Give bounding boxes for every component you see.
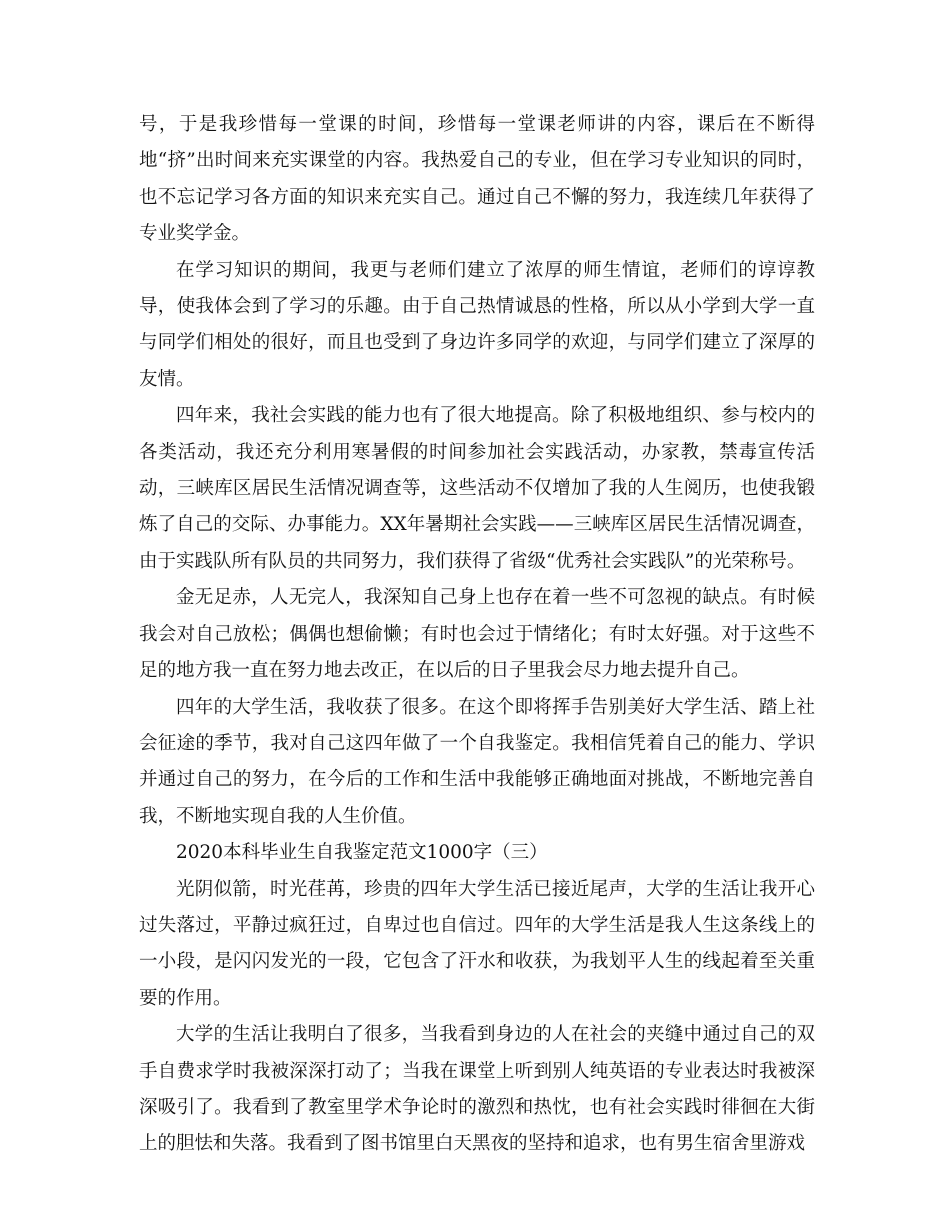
- paragraph: 金无足赤，人无完人，我深知自己身上也存在着一些不可忽视的缺点。有时候我会对自己放松；偶偶也想偷懒；有时也会过于情绪化；有时太好强。对于这些不足的地方我一直在努力地去改正，在以后的日子里我会尽力地去提升自己。: [139, 587, 815, 682]
- section-heading: 2020本科毕业生自我鉴定范文1000字（三）: [176, 842, 548, 864]
- paragraph: 四年的大学生活，我收获了很多。在这个即将挥手告别美好大学生活、踏上社会征途的季节，我对自己这四年做了一个自我鉴定。我相信凭着自己的能力、学识并通过自己的努力，在今后的工作和生活中我能够正确地面对挑战，不断地完善自我，不断地实现自我的人生价值。: [139, 696, 815, 827]
- paragraph-continuation: 号，于是我珍惜每一堂课的时间，珍惜每一堂课老师讲的内容，课后在不断得地“挤”出时间来充实课堂的内容。我热爱自己的专业，但在学习专业知识的同时，也不忘记学习各方面的知识来充实自己。通过自己不懈的努力，我连续几年获得了专业奖学金。: [139, 114, 815, 245]
- paragraph: 四年来，我社会实践的能力也有了很大地提高。除了积极地组织、参与校内的各类活动，我还充分利用寒暑假的时间参加社会实践活动，办家教，禁毒宣传活动，三峡库区居民生活情况调查等，这些活动不仅增加了我的人生阅历，也使我锻炼了自己的交际、办事能力。XX年暑期社会实践——三峡库区居民生活情况调查，由于实践队所有队员的共同努力，我们获得了省级“优秀社会实践队”的光荣称号。: [139, 405, 815, 572]
- paragraph: 大学的生活让我明白了很多，当我看到身边的人在社会的夹缝中通过自己的双手自费求学时我被深深打动了；当我在课堂上听到别人纯英语的专业表达时我被深深吸引了。我看到了教室里学术争论时的激烈和热忱，也有社会实践时徘徊在大街上的胆怯和失落。我看到了图书馆里白天黑夜的坚持和追求，也有男生宿舍里游戏: [139, 1024, 815, 1155]
- document-body: [139, 107, 815, 1163]
- paragraph: 光阴似箭，时光荏苒，珍贵的四年大学生活已接近尾声，大学的生活让我开心过失落过，平静过疯狂过，自卑过也自信过。四年的大学生活是我人生这条线上的一小段，是闪闪发光的一段，它包含了汗水和收获，为我划平人生的线起着至关重要的作用。: [139, 878, 815, 1009]
- paragraph: 在学习知识的期间，我更与老师们建立了浓厚的师生情谊，老师们的谆谆教导，使我体会到了学习的乐趣。由于自己热情诚恳的性格，所以从小学到大学一直与同学们相处的很好，而且也受到了身边许多同学的欢迎，与同学们建立了深厚的友情。: [139, 259, 815, 390]
